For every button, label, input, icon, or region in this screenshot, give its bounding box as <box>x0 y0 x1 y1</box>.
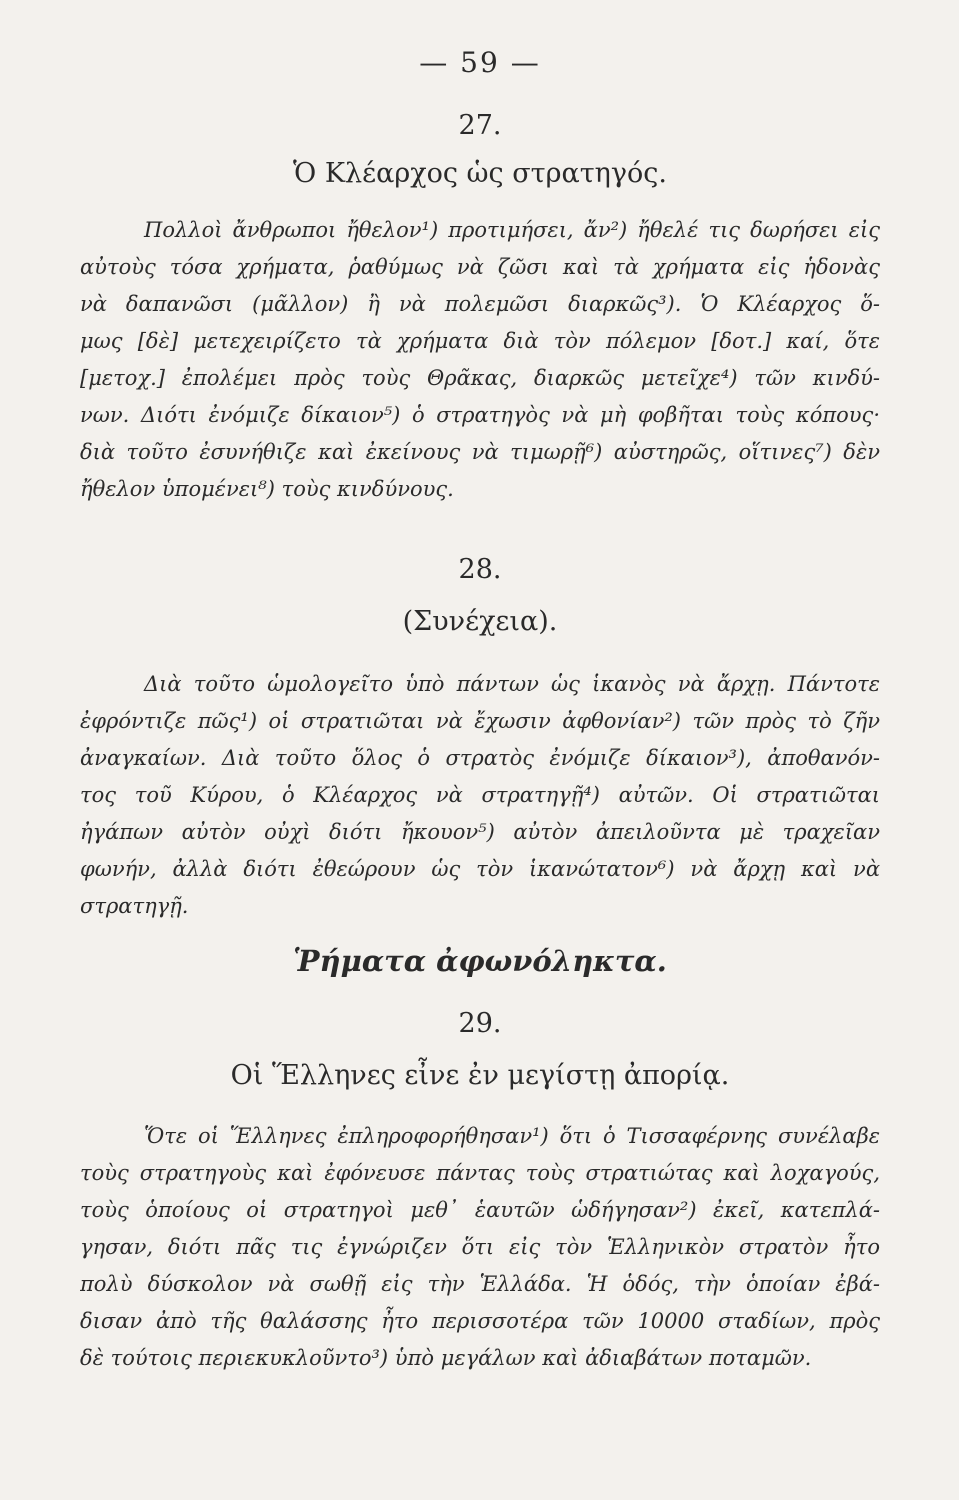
section-title: Οἱ Ἕλληνες εἶνε ἐν μεγίστῃ ἀπορίᾳ. <box>230 1060 730 1091</box>
text-line: Πολλοὶ ἄνθρωποι ἤθελον¹) προτιμήσει, ἄν²) ἤθελέ τις δωρήσει εἰς <box>144 218 880 242</box>
text-line: Διὰ τοῦτο ὡμολογεῖτο ὑπὸ πάντων ὡς ἱκανὸς νὰ ἄρχῃ. Πάντοτε <box>144 672 880 696</box>
paragraph <box>80 666 880 925</box>
section-number: 28. <box>458 554 502 585</box>
text-line: φωνήν, ἀλλὰ διότι ἐθεώρουν ὡς τὸν ἱκανώτατον⁶) νὰ ἄρχῃ καὶ νὰ <box>80 857 880 881</box>
paragraph <box>80 1118 880 1377</box>
chapter-heading: Ῥήματα ἀφωνόληκτα. <box>293 944 667 978</box>
text-line: Ὅτε οἱ Ἕλληνες ἐπληροφορήθησαν¹) ὅτι ὁ Τισσαφέρνης συνέλαβε <box>144 1124 880 1148</box>
text-line: γησαν, διότι πᾶς τις ἐγνώριζεν ὅτι εἰς τὸν Ἑλληνικὸν στρατὸν ἦτο <box>80 1235 880 1259</box>
text-line: αὐτοὺς τόσα χρήματα, ῥαθύμως νὰ ζῶσι καὶ τὰ χρήματα εἰς ἡδονὰς <box>80 255 880 279</box>
text-line: ἀναγκαίων. Διὰ τοῦτο ὅλος ὁ στρατὸς ἐνόμιζε δίκαιον³), ἀποθανόν- <box>80 746 880 770</box>
text-line: νὰ δαπανῶσι (μᾶλλον) ἢ νὰ πολεμῶσι διαρκῶς³). Ὁ Κλέαρχος ὅ- <box>80 292 880 316</box>
section-number: 29. <box>458 1008 502 1039</box>
text-line: διὰ τοῦτο ἐσυνήθιζε καὶ ἐκείνους νὰ τιμωρῇ⁶) αὐστηρῶς, οἵτινες⁷) δὲν <box>80 440 880 464</box>
text-line: πολὺ δύσκολον νὰ σωθῇ εἰς τὴν Ἑλλάδα. Ἡ ὁδός, τὴν ὁποίαν ἐβά- <box>80 1272 880 1296</box>
paragraph <box>80 212 880 508</box>
text-line: [μετοχ.] ἐπολέμει πρὸς τοὺς Θρᾶκας, διαρκῶς μετεῖχε⁴) τῶν κινδύ- <box>80 366 880 390</box>
text-line: ἐφρόντιζε πῶς¹) οἱ στρατιῶται νὰ ἔχωσιν ἀφθονίαν²) τῶν πρὸς τὸ ζῆν <box>80 709 880 733</box>
section-number: 27. <box>458 110 502 141</box>
text-line: ἤθελον ὑπομένει⁸) τοὺς κινδύνους. <box>80 477 454 501</box>
text-line: τοὺς ὁποίους οἱ στρατηγοὶ μεθ᾽ ἑαυτῶν ὡδήγησαν²) ἐκεῖ, κατεπλά- <box>80 1198 880 1222</box>
section-title: (Συνέχεια). <box>402 606 558 637</box>
text-line: μως [δὲ] μετεχειρίζετο τὰ χρήματα διὰ τὸν πόλεμον [δοτ.] καί, ὅτε <box>80 329 880 353</box>
text-line: ἠγάπων αὐτὸν οὐχὶ διότι ἤκουον⁵) αὐτὸν ἀπειλοῦντα μὲ τραχεῖαν <box>80 820 880 844</box>
page-number: — 59 — <box>419 46 541 79</box>
text-line: νων. Διότι ἐνόμιζε δίκαιον⁵) ὁ στρατηγὸς νὰ μὴ φοβῆται τοὺς κόπους· <box>80 403 880 427</box>
text-line: τοὺς στρατηγοὺς καὶ ἐφόνευσε πάντας τοὺς στρατιώτας καὶ λοχαγούς, <box>80 1161 880 1185</box>
text-line: δισαν ἀπὸ τῆς θαλάσσης ἦτο περισσοτέρα τῶν 10000 σταδίων, πρὸς <box>80 1309 880 1333</box>
text-line: τος τοῦ Κύρου, ὁ Κλέαρχος νὰ στρατηγῇ⁴) αὐτῶν. Οἱ στρατιῶται <box>80 783 880 807</box>
text-line: στρατηγῇ. <box>80 894 189 918</box>
section-title: Ὁ Κλέαρχος ὡς στρατηγός. <box>293 158 667 189</box>
text-line: δὲ τούτοις περιεκυκλοῦντο³) ὑπὸ μεγάλων καὶ ἀδιαβάτων ποταμῶν. <box>80 1346 812 1370</box>
